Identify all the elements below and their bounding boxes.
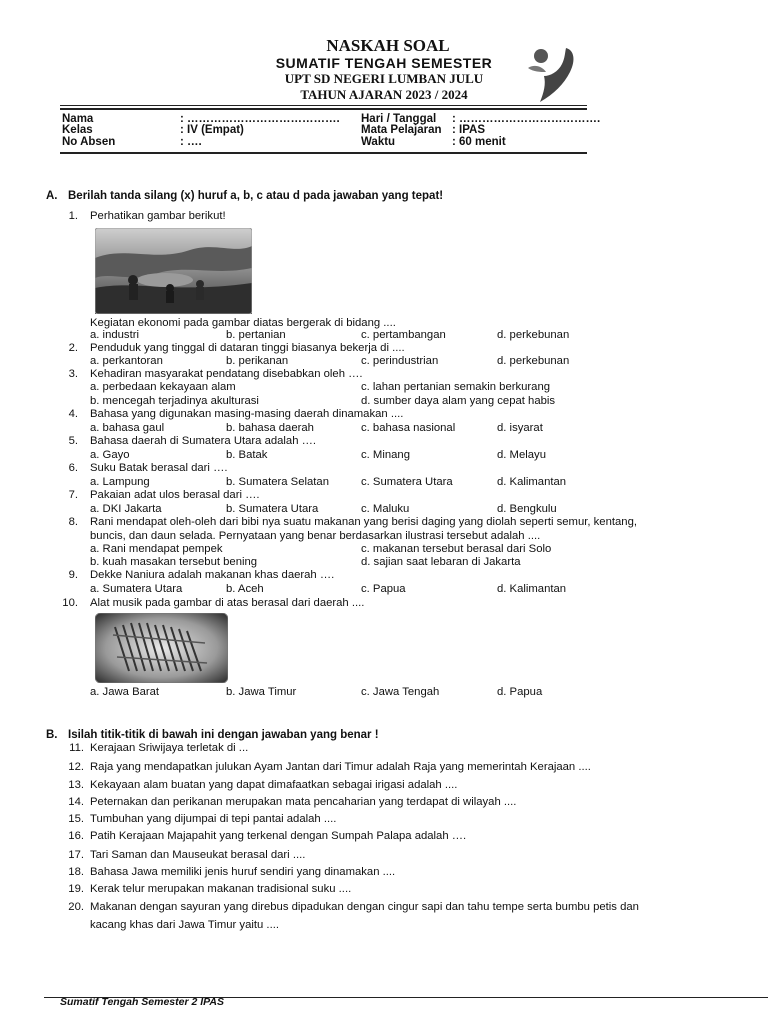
q1-option-a[interactable]: a. industri bbox=[90, 329, 139, 341]
b-item-number: 17. bbox=[68, 849, 84, 861]
q6-number: 6. bbox=[68, 462, 78, 474]
b-item-text[interactable]: Raja yang mendapatkan julukan Ayam Jantan dari Timur adalah Raja yang memerintah Kerajaan .... bbox=[90, 761, 591, 773]
q5-text: Bahasa daerah di Sumatera Utara adalah …. bbox=[90, 435, 317, 447]
q9-option-b[interactable]: b. Aceh bbox=[226, 583, 264, 595]
q10-option-a[interactable]: a. Jawa Barat bbox=[90, 686, 160, 698]
b-item-text[interactable]: Kerak telur merupakan makanan tradisional suku .... bbox=[90, 883, 352, 895]
q9-option-a[interactable]: a. Sumatera Utara bbox=[90, 583, 183, 595]
q1-option-d[interactable]: d. perkebunan bbox=[497, 329, 570, 341]
q10-option-b[interactable]: b. Jawa Timur bbox=[226, 686, 297, 698]
q1-option-b[interactable]: b. pertanian bbox=[226, 329, 286, 341]
b-item-number: 13. bbox=[68, 779, 84, 791]
q3-text: Kehadiran masyarakat pendatang disebabkan oleh …. bbox=[90, 368, 363, 380]
q6-option-c[interactable]: c. Sumatera Utara bbox=[361, 476, 453, 488]
section-a-heading bbox=[46, 190, 443, 202]
q8-option-a[interactable]: a. Rani mendapat pempek bbox=[90, 543, 223, 555]
b-item-number: 14. bbox=[68, 796, 84, 808]
q3-option-c[interactable]: c. lahan pertanian semakin berkurang bbox=[361, 381, 551, 393]
info-kelas-label: Kelas bbox=[62, 124, 93, 136]
q1-number: 1. bbox=[68, 210, 78, 222]
b-item-number: 15. bbox=[68, 813, 84, 825]
q9-text: Dekke Naniura adalah makanan khas daerah …. bbox=[90, 569, 335, 581]
school-logo-icon bbox=[520, 42, 580, 104]
q9-option-c[interactable]: c. Papua bbox=[361, 583, 406, 595]
header-subtitle: SUMATIF TENGAH SEMESTER bbox=[275, 55, 493, 71]
q5-option-a[interactable]: a. Gayo bbox=[90, 449, 130, 461]
q5-option-c[interactable]: c. Minang bbox=[361, 449, 410, 461]
info-hari-field[interactable]: : ………………………………. bbox=[452, 113, 601, 125]
b-item-number: 16. bbox=[68, 830, 84, 842]
info-rule-bottom bbox=[60, 152, 587, 154]
q6-text: Suku Batak berasal dari …. bbox=[90, 462, 228, 474]
b-item-text[interactable]: Kekayaan alam buatan yang dapat dimafaatkan sebagai irigasi adalah .... bbox=[90, 779, 458, 791]
b-item-text[interactable]: Bahasa Jawa memiliki jenis huruf sendiri yang dinamakan .... bbox=[90, 866, 396, 878]
q2-option-b[interactable]: b. perikanan bbox=[226, 355, 289, 367]
q7-option-d[interactable]: d. Bengkulu bbox=[497, 503, 557, 515]
q1-question: Kegiatan ekonomi pada gambar diatas bergerak di bidang .... bbox=[90, 317, 396, 329]
q5-option-b[interactable]: b. Batak bbox=[226, 449, 268, 461]
q7-option-a[interactable]: a. DKI Jakarta bbox=[90, 503, 162, 515]
q8-text-continued: buncis, dan daun selada. Pernyataan yang benar berdasarkan ilustrasi tersebut adalah .... bbox=[90, 530, 541, 542]
q5-option-d[interactable]: d. Melayu bbox=[497, 449, 546, 461]
b-item-text-continued[interactable]: kacang khas dari Jawa Timur yaitu .... bbox=[90, 919, 279, 931]
q10-number: 10. bbox=[62, 597, 78, 609]
q4-option-b[interactable]: b. bahasa daerah bbox=[226, 422, 314, 434]
q2-option-a[interactable]: a. perkantoran bbox=[90, 355, 163, 367]
q1-text: Perhatikan gambar berikut! bbox=[90, 210, 226, 222]
header-year: TAHUN AJARAN 2023 / 2024 bbox=[300, 87, 468, 102]
q3-option-a[interactable]: a. perbedaan kekayaan alam bbox=[90, 381, 236, 393]
b-item-number: 12. bbox=[68, 761, 84, 773]
b-item-text[interactable]: Patih Kerajaan Majapahit yang terkenal dengan Sumpah Palapa adalah …. bbox=[90, 830, 467, 842]
info-hari-label: Hari / Tanggal bbox=[361, 113, 437, 125]
q4-text: Bahasa yang digunakan masing-masing daerah dinamakan .... bbox=[90, 408, 404, 420]
section-b-heading bbox=[46, 729, 379, 741]
info-absen-field[interactable]: : …. bbox=[180, 136, 202, 148]
b-item-text[interactable]: Tumbuhan yang dijumpai di tepi pantai adalah .... bbox=[90, 813, 337, 825]
b-item-number: 20. bbox=[68, 901, 84, 913]
q6-option-d[interactable]: d. Kalimantan bbox=[497, 476, 567, 488]
b-item-number: 11. bbox=[69, 742, 84, 754]
b-item-text[interactable]: Peternakan dan perikanan merupakan mata pencaharian yang terdapat di wilayah .... bbox=[90, 796, 517, 808]
info-kelas-value: : IV (Empat) bbox=[180, 124, 244, 136]
b-item-text[interactable]: Kerajaan Sriwijaya terletak di ... bbox=[90, 742, 249, 754]
q9-number: 9. bbox=[68, 569, 78, 581]
mining-photo-image bbox=[95, 228, 252, 314]
q8-option-c[interactable]: c. makanan tersebut berasal dari Solo bbox=[361, 543, 552, 555]
q8-option-b[interactable]: b. kuah masakan tersebut bening bbox=[90, 556, 258, 568]
q7-option-b[interactable]: b. Sumatera Utara bbox=[226, 503, 319, 515]
q4-number: 4. bbox=[68, 408, 78, 420]
header-rule-top-thick bbox=[60, 108, 587, 110]
b-item-text[interactable]: Tari Saman dan Mauseukat berasal dari .... bbox=[90, 849, 306, 861]
q3-option-d[interactable]: d. sumber daya alam yang cepat habis bbox=[361, 395, 556, 407]
q5-number: 5. bbox=[68, 435, 78, 447]
q8-text: Rani mendapat oleh-oleh dari bibi nya suatu makanan yang berisi daging yang diolah seperti semur, kentang, bbox=[90, 516, 637, 528]
q3-option-b[interactable]: b. mencegah terjadinya akulturasi bbox=[90, 395, 259, 407]
angklung-photo-image bbox=[95, 613, 228, 683]
info-waktu-label: Waktu bbox=[361, 136, 396, 148]
header-school: UPT SD NEGERI LUMBAN JULU bbox=[284, 71, 484, 86]
info-nama-field[interactable]: : …………………………………. bbox=[180, 113, 340, 125]
q8-number: 8. bbox=[68, 516, 78, 528]
info-mapel-value: : IPAS bbox=[452, 124, 486, 136]
b-item-number: 18. bbox=[68, 866, 84, 878]
info-mapel-label: Mata Pelajaran bbox=[361, 124, 442, 136]
q8-option-d[interactable]: d. sajian saat lebaran di Jakarta bbox=[361, 556, 521, 568]
b-item-text[interactable]: Makanan dengan sayuran yang direbus dipadukan dengan cingur sapi dan tahu tempe serta bumbu petis dan bbox=[90, 901, 639, 913]
q4-option-a[interactable]: a. bahasa gaul bbox=[90, 422, 165, 434]
info-absen-label: No Absen bbox=[62, 136, 116, 148]
q9-option-d[interactable]: d. Kalimantan bbox=[497, 583, 567, 595]
q6-option-b[interactable]: b. Sumatera Selatan bbox=[226, 476, 329, 488]
info-nama-label: Nama bbox=[62, 113, 94, 125]
header-title: NASKAH SOAL bbox=[326, 36, 450, 55]
q7-option-c[interactable]: c. Maluku bbox=[361, 503, 410, 515]
info-waktu-value: : 60 menit bbox=[452, 136, 506, 148]
q3-number: 3. bbox=[68, 368, 78, 380]
q10-option-d[interactable]: d. Papua bbox=[497, 686, 543, 698]
q6-option-a[interactable]: a. Lampung bbox=[90, 476, 150, 488]
q2-option-c[interactable]: c. perindustrian bbox=[361, 355, 439, 367]
q2-option-d[interactable]: d. perkebunan bbox=[497, 355, 570, 367]
q1-option-c[interactable]: c. pertambangan bbox=[361, 329, 446, 341]
q7-number: 7. bbox=[68, 489, 78, 501]
section-b-letter: B. bbox=[46, 729, 58, 741]
q2-text: Penduduk yang tinggal di dataran tinggi biasanya bekerja di .... bbox=[90, 342, 405, 354]
q7-text: Pakaian adat ulos berasal dari …. bbox=[90, 489, 260, 501]
q10-option-c[interactable]: c. Jawa Tengah bbox=[361, 686, 440, 698]
section-a-title: Berilah tanda silang (x) huruf a, b, c atau d pada jawaban yang tepat! bbox=[68, 190, 444, 202]
q10-text: Alat musik pada gambar di atas berasal dari daerah .... bbox=[90, 597, 365, 609]
header-rule-top bbox=[60, 105, 587, 106]
q4-option-d[interactable]: d. isyarat bbox=[497, 422, 543, 434]
q4-option-c[interactable]: c. bahasa nasional bbox=[361, 422, 456, 434]
page-footer: Sumatif Tengah Semester 2 IPAS bbox=[60, 996, 224, 1008]
section-a-letter: A. bbox=[46, 190, 58, 202]
section-b-title: Isilah titik-titik di bawah ini dengan jawaban yang benar ! bbox=[68, 729, 379, 741]
q2-number: 2. bbox=[68, 342, 78, 354]
b-item-number: 19. bbox=[68, 883, 84, 895]
